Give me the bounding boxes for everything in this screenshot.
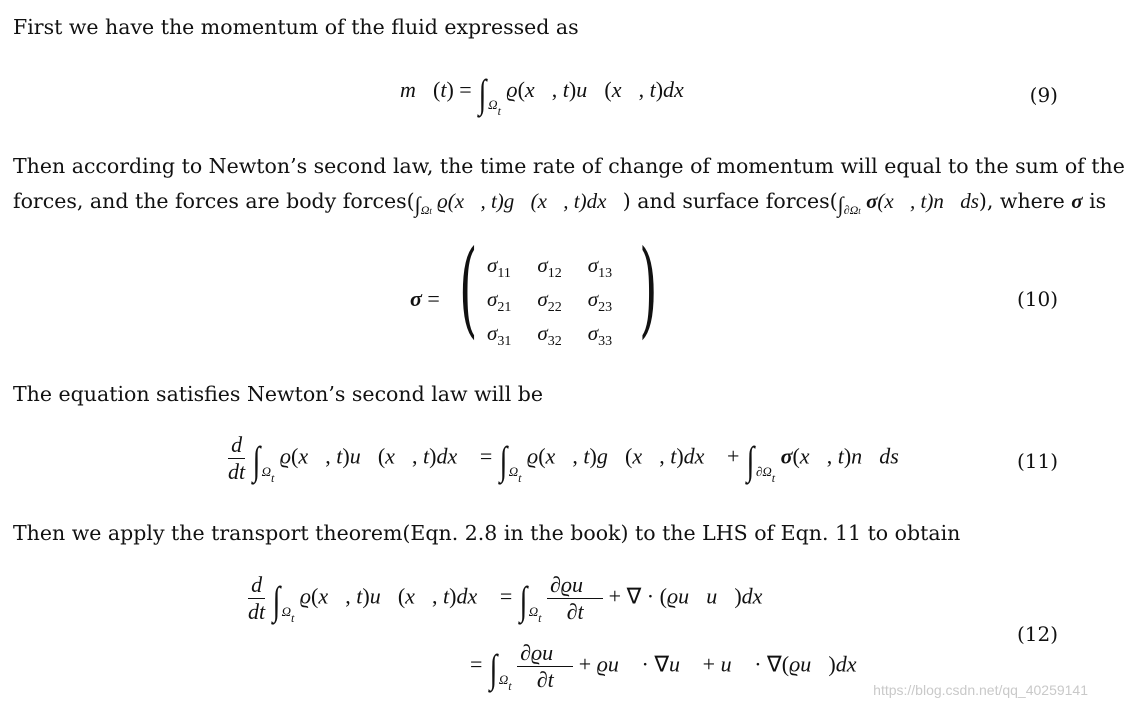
text-forces-mid: ) and surface forces(	[622, 189, 838, 213]
matrix-cell: $\sigma_{11}$	[487, 252, 511, 281]
equation-number-9: (9)	[1029, 83, 1058, 107]
sigma-symbol: σ =	[410, 286, 440, 311]
matrix-cell: $\sigma_{21}$	[487, 286, 512, 315]
equation-12-line-2: = ∫ $_{\Omega t}$ $\frac{\partial ϱu⃗}{\partial t}$ + ϱu⃗ · ∇u⃗ + u⃗ · ∇(ϱu⃗)dx⃗	[470, 640, 874, 693]
paragraph-transport-theorem: Then we apply the transport theorem(Eqn. 2.8 in the book) to the LHS of Eqn. 11 to obtain	[13, 521, 961, 545]
equation-number-10: (10)	[1016, 287, 1058, 311]
text-forces-end: ), where	[978, 189, 1065, 213]
text-is: is	[1089, 189, 1107, 213]
matrix-cell: $\sigma_{32}$	[537, 320, 562, 349]
matrix-cell: $\sigma_{33}$	[587, 320, 613, 349]
matrix-cell: $\sigma_{23}$	[587, 286, 613, 315]
equation-12-line-1: $\frac{d}{dt}$ ∫ $_{\Omega t}$ ϱ(x⃗, t)u⃗(x⃗, t)dx⃗ = ∫ $_{\Omega t}$ $\frac{\partial ϱu⃗}{\partial t}$ + ∇ · (ϱu⃗u⃗)dx⃗	[248, 572, 780, 625]
equation-number-12: (12)	[1016, 622, 1058, 646]
paragraph-newton-equation: The equation satisfies Newton’s second law will be	[13, 382, 544, 406]
watermark: https://blog.csdn.net/qq_40259141	[873, 682, 1088, 698]
matrix-cell: $\sigma_{13}$	[587, 252, 613, 281]
paragraph-momentum-intro: First we have the momentum of the fluid expressed as	[13, 15, 579, 39]
equation-9: m⃗(t) = ∫ $_{\Omega t}$ ϱ(x⃗, t)u⃗(x⃗, t)dx⃗	[400, 71, 701, 118]
matrix-cell: $\sigma_{12}$	[537, 252, 562, 281]
paragraph-newton-line1: Then according to Newton’s second law, the time rate of change of momentum will equal to the sum of the	[13, 154, 1125, 178]
left-paren: (	[459, 227, 478, 349]
matrix-cell: $\sigma_{31}$	[487, 320, 512, 349]
sigma-matrix	[474, 250, 625, 352]
equation-11: $\frac{d}{dt}$ ∫ $_{\Omega t}$ ϱ(x⃗, t)u⃗(x⃗, t)dx⃗ = ∫ $_{\Omega t}$ ϱ(x⃗, t)g⃗(x⃗, t)dx⃗ + ∫ $_{\partial\Omega t}$ σ(x⃗, t)n⃗ds	[228, 432, 899, 485]
paragraph-newton-line2: forces, and the forces are body $forces(\int_{\Omega t}$ ϱ(x⃗, t)g⃗(x⃗, t)dx⃗) and surface $forces(\int_{\partial\Omega t}$ σ(x⃗, t)n⃗ds), where σ is	[13, 189, 1107, 217]
text-forces-start: forces, and the forces are body forces(	[13, 189, 415, 213]
right-paren: )	[639, 227, 658, 349]
matrix-cell: $\sigma_{22}$	[537, 286, 562, 315]
equation-number-11: (11)	[1016, 449, 1058, 473]
